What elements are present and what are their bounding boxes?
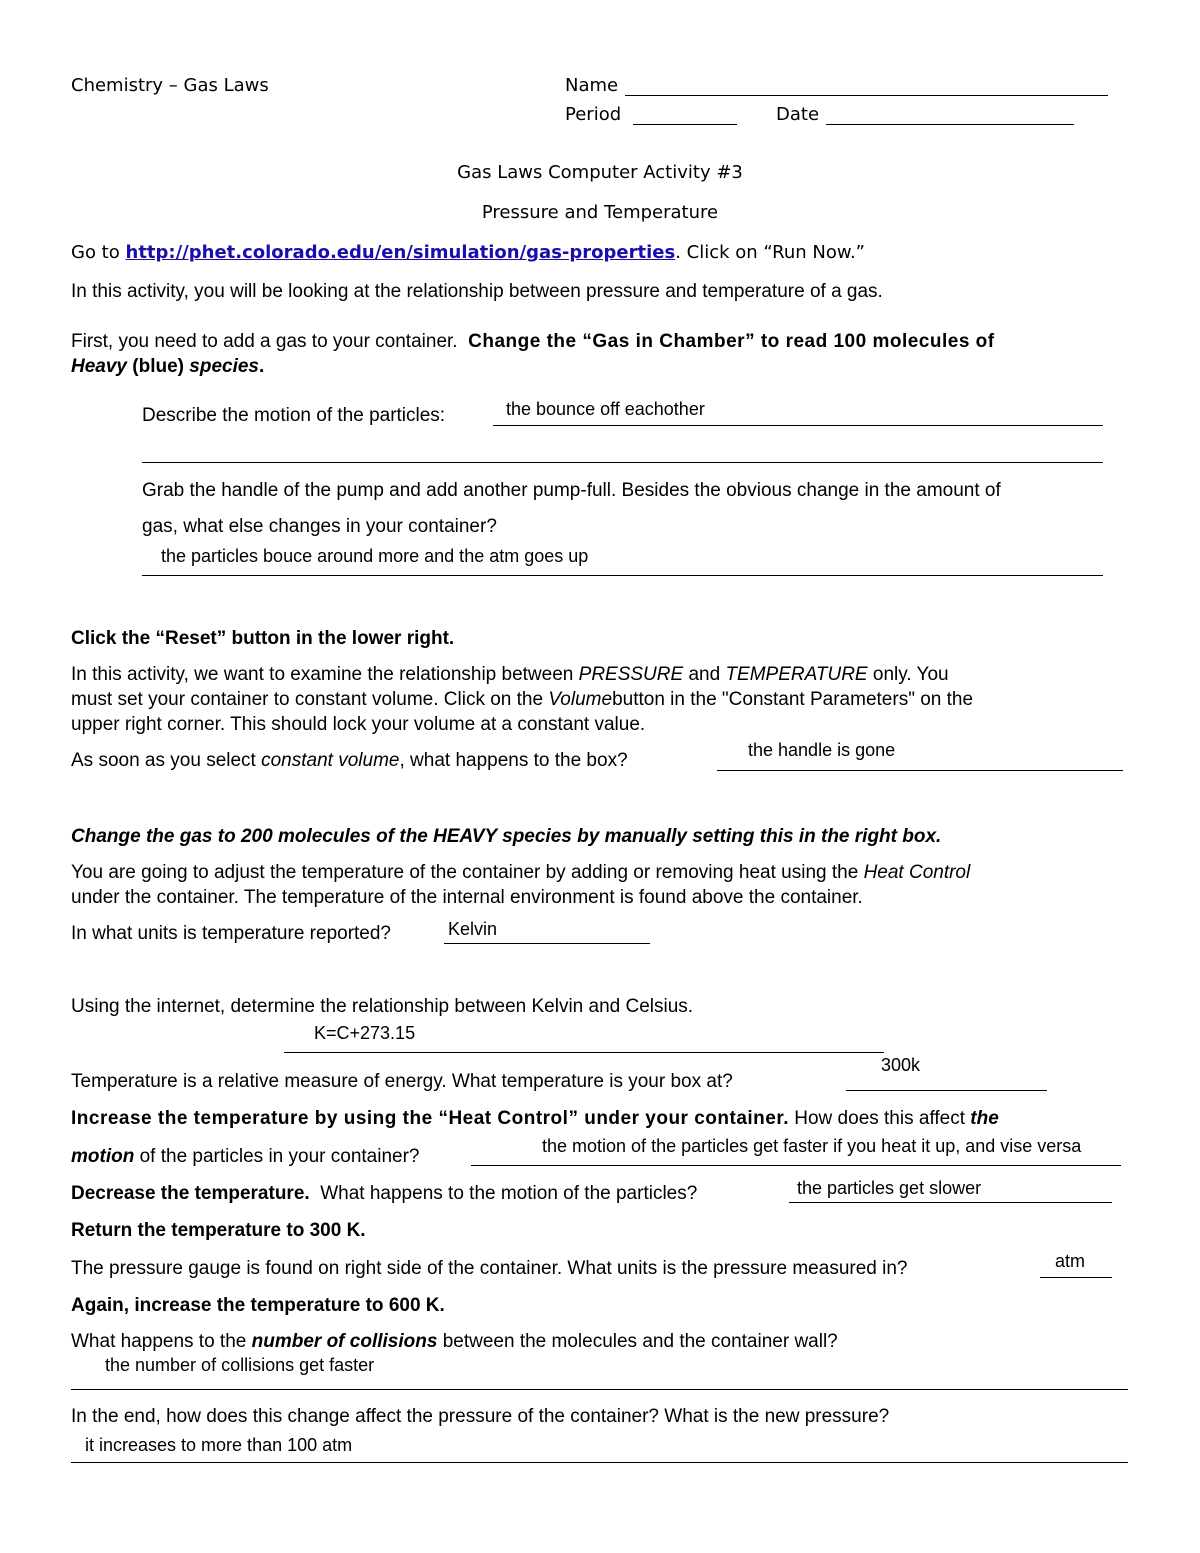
q7-text-b: of the particles in your container? <box>139 1146 420 1167</box>
q11-prompt: In the end, how does this change affect the pressure of the container? What is the new pressure? <box>71 1406 890 1427</box>
reset-para-l2-b: button in the "Constant Parameters" on the <box>612 689 974 710</box>
q7-text-a: How does this affect <box>794 1108 966 1129</box>
volume-word: Volume <box>548 689 613 710</box>
q7-the: the <box>970 1108 999 1129</box>
q6-answer-line <box>846 1090 1047 1091</box>
q11-answer[interactable]: it increases to more than 100 atm <box>85 1435 353 1455</box>
goto-prefix: Go to <box>71 242 120 263</box>
and-word: and <box>688 664 721 685</box>
goto-line <box>71 241 865 265</box>
period-label: Period <box>565 104 622 125</box>
q7-line2 <box>71 1145 420 1169</box>
q2-prompt-line2: gas, what else changes in your container? <box>142 516 497 537</box>
q8-prompt <box>71 1182 697 1206</box>
change-gas-para-line1 <box>71 861 970 885</box>
first-instruction-line2 <box>71 355 264 379</box>
q7-answer[interactable]: the motion of the particles get faster if you heat it up, and vise versa <box>542 1136 1082 1156</box>
q1-answer-line <box>493 425 1103 426</box>
q8-answer-line <box>789 1202 1112 1203</box>
reset-para-l1-b: only. You <box>872 664 949 685</box>
q4-answer[interactable]: Kelvin <box>448 919 498 939</box>
q3-prompt-b: , what happens to the box? <box>399 750 628 771</box>
name-label: Name <box>565 75 619 96</box>
q2-prompt-line1: Grab the handle of the pump and add another pump-full. Besides the obvious change in the amount of <box>142 480 1001 501</box>
q1-answer[interactable]: the bounce off eachother <box>506 399 705 419</box>
heat-control-word: Heat Control <box>863 862 971 883</box>
pressure-word: PRESSURE <box>578 664 684 685</box>
q8-text: What happens to the motion of the particles? <box>320 1183 698 1204</box>
q3-answer-line <box>717 770 1123 771</box>
q9-prompt: The pressure gauge is found on right side of the container. What units is the pressure measured in? <box>71 1258 908 1279</box>
first-instruction-line1 <box>71 330 995 354</box>
q10-prompt-b: between the molecules and the container wall? <box>442 1331 838 1352</box>
q10-prompt <box>71 1330 838 1354</box>
q3-prompt <box>71 749 628 773</box>
name-field-line[interactable] <box>625 95 1108 96</box>
temperature-word: TEMPERATURE <box>725 664 868 685</box>
q7-answer-line <box>471 1165 1121 1166</box>
q6-prompt: Temperature is a relative measure of energy. What temperature is your box at? <box>71 1071 733 1092</box>
activity-subtitle: Pressure and Temperature <box>481 202 719 223</box>
q5-answer-line <box>284 1052 884 1053</box>
course-title: Chemistry – Gas Laws <box>71 75 269 96</box>
change-gas-l1-a: You are going to adjust the temperature of the container by adding or removing heat using the <box>71 862 859 883</box>
change-gas-para-line2: under the container. The temperature of the internal environment is found above the container. <box>71 887 863 908</box>
q1-prompt: Describe the motion of the particles: <box>142 405 446 426</box>
return-temp-instruction: Return the temperature to 300 K. <box>71 1220 366 1241</box>
q9-answer[interactable]: atm <box>1055 1251 1086 1271</box>
reset-para-l1-a: In this activity, we want to examine the relationship between <box>71 664 574 685</box>
number-of-collisions-text: number of collisions <box>251 1331 438 1352</box>
blue-text: (blue) <box>132 356 184 377</box>
q6-answer[interactable]: 300k <box>881 1055 921 1075</box>
q2-answer[interactable]: the particles bouce around more and the atm goes up <box>161 546 589 566</box>
q5-prompt: Using the internet, determine the relationship between Kelvin and Celsius. <box>71 996 694 1017</box>
change-gas-instruction: Change the gas to 200 molecules of the HEAVY species by manually setting this in the right box. <box>71 826 942 847</box>
activity-description: In this activity, you will be looking at the relationship between pressure and temperature of a gas. <box>71 281 883 302</box>
date-label: Date <box>776 104 820 125</box>
period-field-line[interactable] <box>633 124 737 125</box>
reset-para-line2 <box>71 688 973 712</box>
constant-volume-text: constant volume <box>261 750 400 771</box>
q10-answer[interactable]: the number of collisions get faster <box>105 1355 375 1375</box>
goto-suffix: . Click on “Run Now.” <box>675 242 865 263</box>
q10-answer-line <box>71 1389 1128 1390</box>
reset-para-l2-a: must set your container to constant volume. Click on the <box>71 689 544 710</box>
phet-link[interactable]: http://phet.colorado.edu/en/simulation/gas-properties <box>125 242 676 263</box>
q7-line1 <box>71 1107 999 1131</box>
reset-instruction: Click the “Reset” button in the lower right. <box>71 628 455 649</box>
q4-answer-line <box>444 943 650 944</box>
q7-bold: Increase the temperature by using the “Heat Control” under your container. <box>71 1108 789 1129</box>
q3-answer[interactable]: the handle is gone <box>748 740 896 760</box>
q2-answer-line <box>142 575 1103 576</box>
q8-bold: Decrease the temperature. <box>71 1183 310 1204</box>
date-field-line[interactable] <box>826 124 1074 125</box>
heavy-text: Heavy <box>71 356 127 377</box>
period-mark: . <box>259 356 265 377</box>
q1-answer-line2 <box>142 462 1103 463</box>
q11-answer-line <box>71 1462 1128 1463</box>
q4-prompt: In what units is temperature reported? <box>71 923 392 944</box>
activity-title: Gas Laws Computer Activity #3 <box>457 162 743 183</box>
first-text: First, you need to add a gas to your container. <box>71 331 458 352</box>
reset-para-line1 <box>71 663 949 687</box>
q9-answer-line <box>1040 1277 1112 1278</box>
q3-prompt-a: As soon as you select <box>71 750 256 771</box>
first-bold: Change the “Gas in Chamber” to read 100 molecules of <box>468 331 995 352</box>
q10-prompt-a: What happens to the <box>71 1331 247 1352</box>
q7-motion: motion <box>71 1146 135 1167</box>
increase-600-instruction: Again, increase the temperature to 600 K. <box>71 1295 445 1316</box>
reset-para-line3: upper right corner. This should lock your volume at a constant value. <box>71 714 646 735</box>
q8-answer[interactable]: the particles get slower <box>797 1178 982 1198</box>
q5-answer[interactable]: K=C+273.15 <box>314 1023 416 1043</box>
species-text: species <box>189 356 260 377</box>
